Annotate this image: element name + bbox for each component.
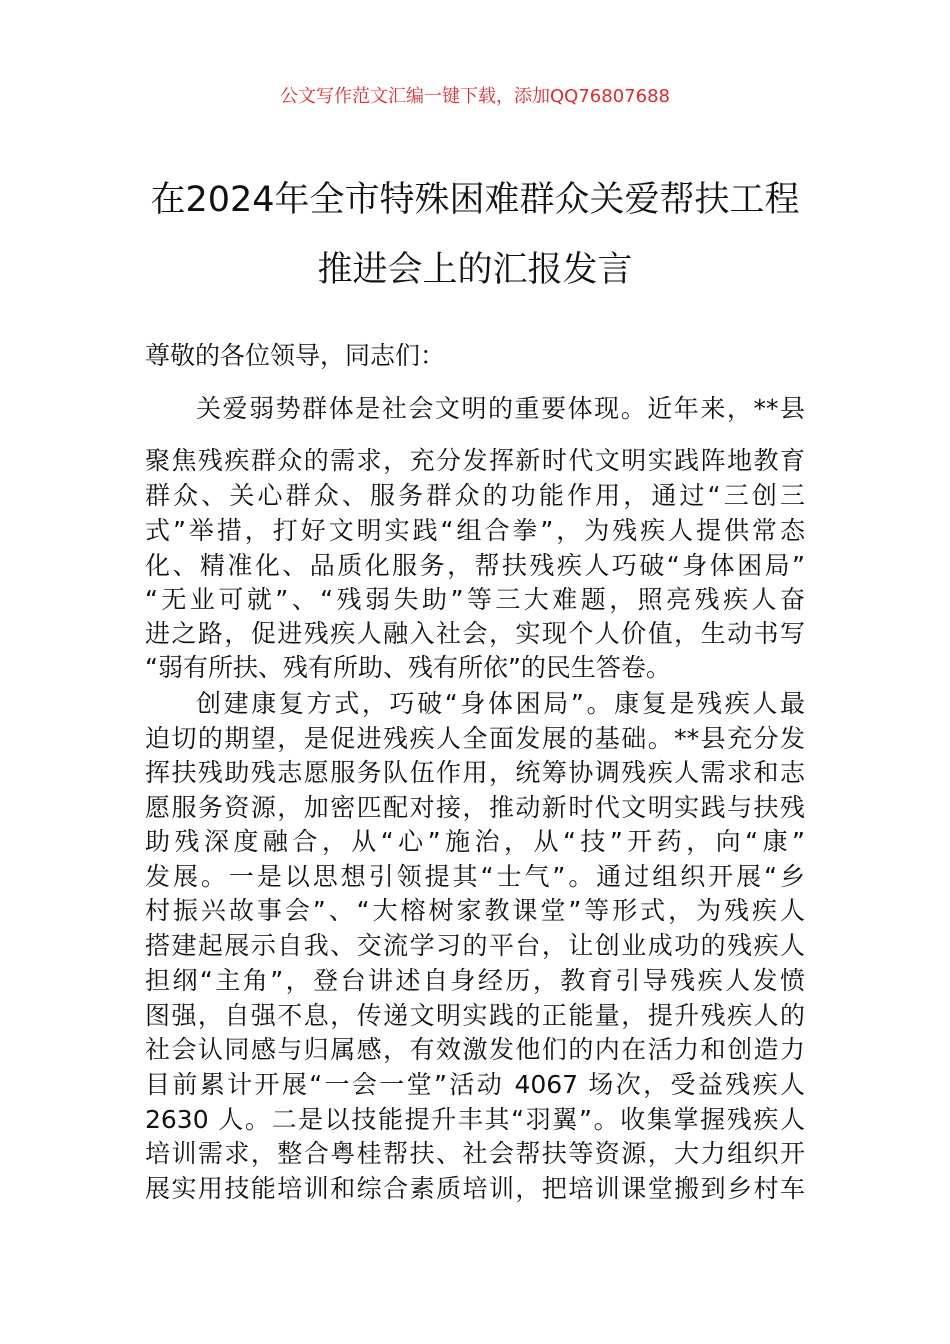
text-line: 聚焦残疾群众的需求，充分发挥新时代文明实践阵地教育 — [145, 446, 805, 475]
text-line: 发展。一是以思想引领提其“士气”。通过组织开展“乡 — [145, 862, 805, 891]
text-line: 迫切的期望，是促进残疾人全面发展的基础。**县充分发 — [145, 724, 805, 753]
text-line: 搭建起展示自我、交流学习的平台，让创业成功的残疾人 — [145, 931, 805, 960]
document-title-line-1: 在2024年全市特殊困难群众关爱帮扶工程 — [150, 180, 800, 220]
text-line: 担纲“主角”，登台讲述自身经历，教育引导残疾人发愤 — [145, 966, 805, 995]
text-line: 社会认同感与归属感，有效激发他们的内在活力和创造力 — [145, 1035, 805, 1064]
download-notice: 公文写作范文汇编一键下载，添加QQ76807688 — [280, 86, 670, 107]
text-line: 助残深度融合，从“心”施治，从“技”开药，向“康” — [145, 827, 805, 856]
document-title-line-2: 推进会上的汇报发言 — [317, 250, 633, 290]
text-line: 培训需求，整合粤桂帮扶、社会帮扶等资源，大力组织开 — [145, 1139, 805, 1168]
text-line: 进之路，促进残疾人融入社会，实现个人价值，生动书写 — [145, 619, 805, 648]
text-line: 关爱弱势群体是社会文明的重要体现。近年来，**县 — [196, 394, 805, 423]
text-line: 图强，自强不息，传递文明实践的正能量，提升残疾人的 — [145, 1001, 805, 1030]
salutation: 尊敬的各位领导，同志们： — [145, 341, 446, 370]
text-line: “无业可就”、“残弱失助”等三大难题，照亮残疾人奋 — [145, 585, 805, 614]
text-line: 创建康复方式，巧破“身体困局”。康复是残疾人最 — [196, 689, 805, 718]
text-line: 挥扶残助残志愿服务队伍作用，统筹协调残疾人需求和志 — [145, 758, 805, 787]
text-line: 村振兴故事会”、“大榕树家教课堂”等形式，为残疾人 — [145, 896, 805, 925]
text-line: 2630 人。二是以技能提升丰其“羽翼”。收集掌握残疾人 — [145, 1105, 805, 1134]
text-line: “弱有所扶、残有所助、残有所依”的民生答卷。 — [145, 653, 671, 682]
text-line: 展实用技能培训和综合素质培训，把培训课堂搬到乡村车 — [145, 1174, 805, 1203]
text-line: 愿服务资源，加密匹配对接，推动新时代文明实践与扶残 — [145, 793, 805, 822]
text-line: 化、精准化、品质化服务，帮扶残疾人巧破“身体困局” — [145, 551, 805, 580]
text-line: 群众、关心群众、服务群众的功能作用，通过“三创三 — [145, 481, 805, 510]
text-line: 式”举措，打好文明实践“组合拳”，为残疾人提供常态 — [145, 516, 805, 545]
text-line: 目前累计开展“一会一堂”活动 4067 场次，受益残疾人 — [145, 1070, 805, 1099]
